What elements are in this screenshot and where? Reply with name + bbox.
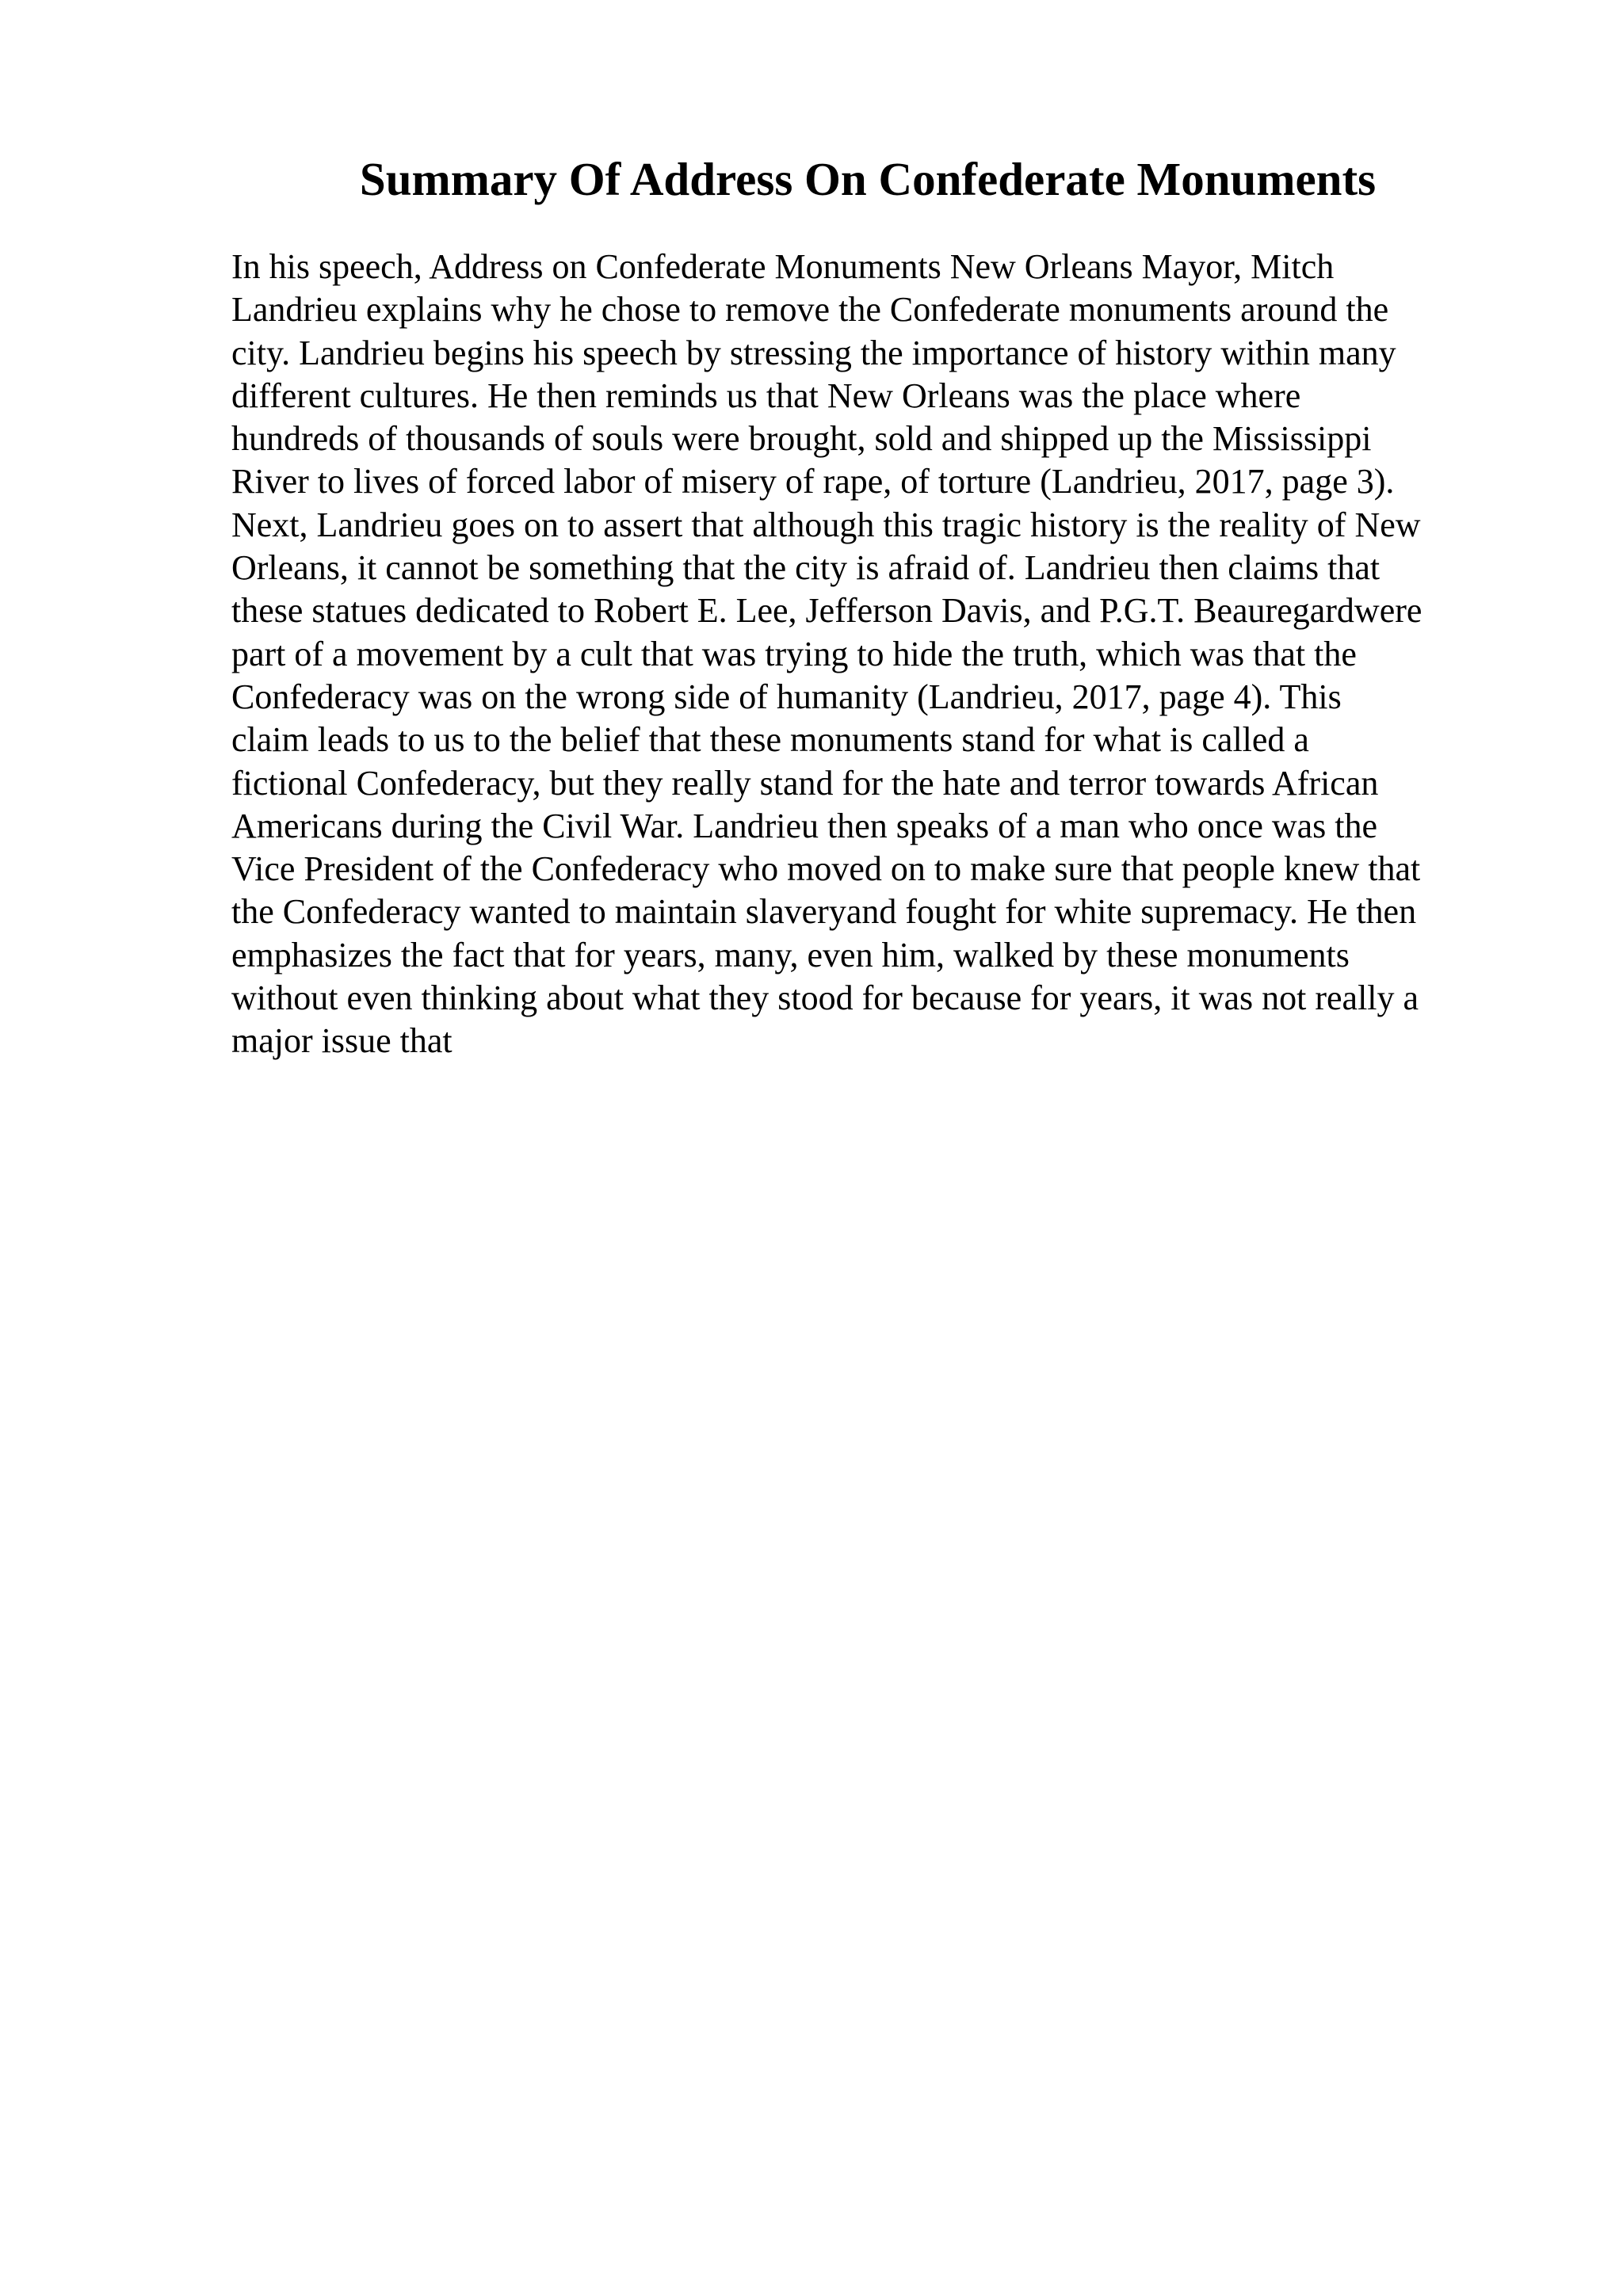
body-line: these statues dedicated to Robert E. Lee, Jefferson Davis, and P.G.T. Beauregardwere: [231, 591, 1423, 631]
body-line: without even thinking about what they stood for because for years, it was not really a: [231, 978, 1419, 1018]
body-line: major issue that: [231, 1021, 453, 1061]
document-title: Summary Of Address On Confederate Monuments: [359, 153, 1377, 205]
body-line: hundreds of thousands of souls were brought, sold and shipped up the Mississippi: [231, 419, 1372, 459]
body-line: Orleans, it cannot be something that the city is afraid of. Landrieu then claims that: [231, 548, 1381, 588]
body-line: Confederacy was on the wrong side of humanity (Landrieu, 2017, page 4). This: [231, 677, 1342, 716]
body-line: city. Landrieu begins his speech by stressing the importance of history within many: [231, 333, 1396, 372]
body-line: claim leads to us to the belief that these monuments stand for what is called a: [231, 720, 1309, 760]
body-line: part of a movement by a cult that was trying to hide the truth, which was that the: [231, 634, 1357, 673]
body-line: emphasizes the fact that for years, many, even him, walked by these monuments: [231, 935, 1350, 974]
body-line: Next, Landrieu goes on to assert that although this tragic history is the reality of New: [231, 505, 1421, 544]
body-line: In his speech, Address on Confederate Monuments New Orleans Mayor, Mitch: [231, 247, 1335, 286]
body-line: Landrieu explains why he chose to remove the Confederate monuments around the: [231, 290, 1389, 330]
body-line: Vice President of the Confederacy who moved on to make sure that people knew that: [231, 849, 1421, 889]
document-body: [231, 246, 1531, 1063]
body-line: fictional Confederacy, but they really stand for the hate and terror towards African: [231, 763, 1379, 803]
body-line: Americans during the Civil War. Landrieu then speaks of a man who once was the: [231, 806, 1378, 845]
body-line: the Confederacy wanted to maintain slaveryand fought for white supremacy. He then: [231, 892, 1417, 932]
body-line: River to lives of forced labor of misery of rape, of torture (Landrieu, 2017, page 3).: [231, 462, 1395, 502]
body-line: different cultures. He then reminds us that New Orleans was the place where: [231, 376, 1301, 415]
